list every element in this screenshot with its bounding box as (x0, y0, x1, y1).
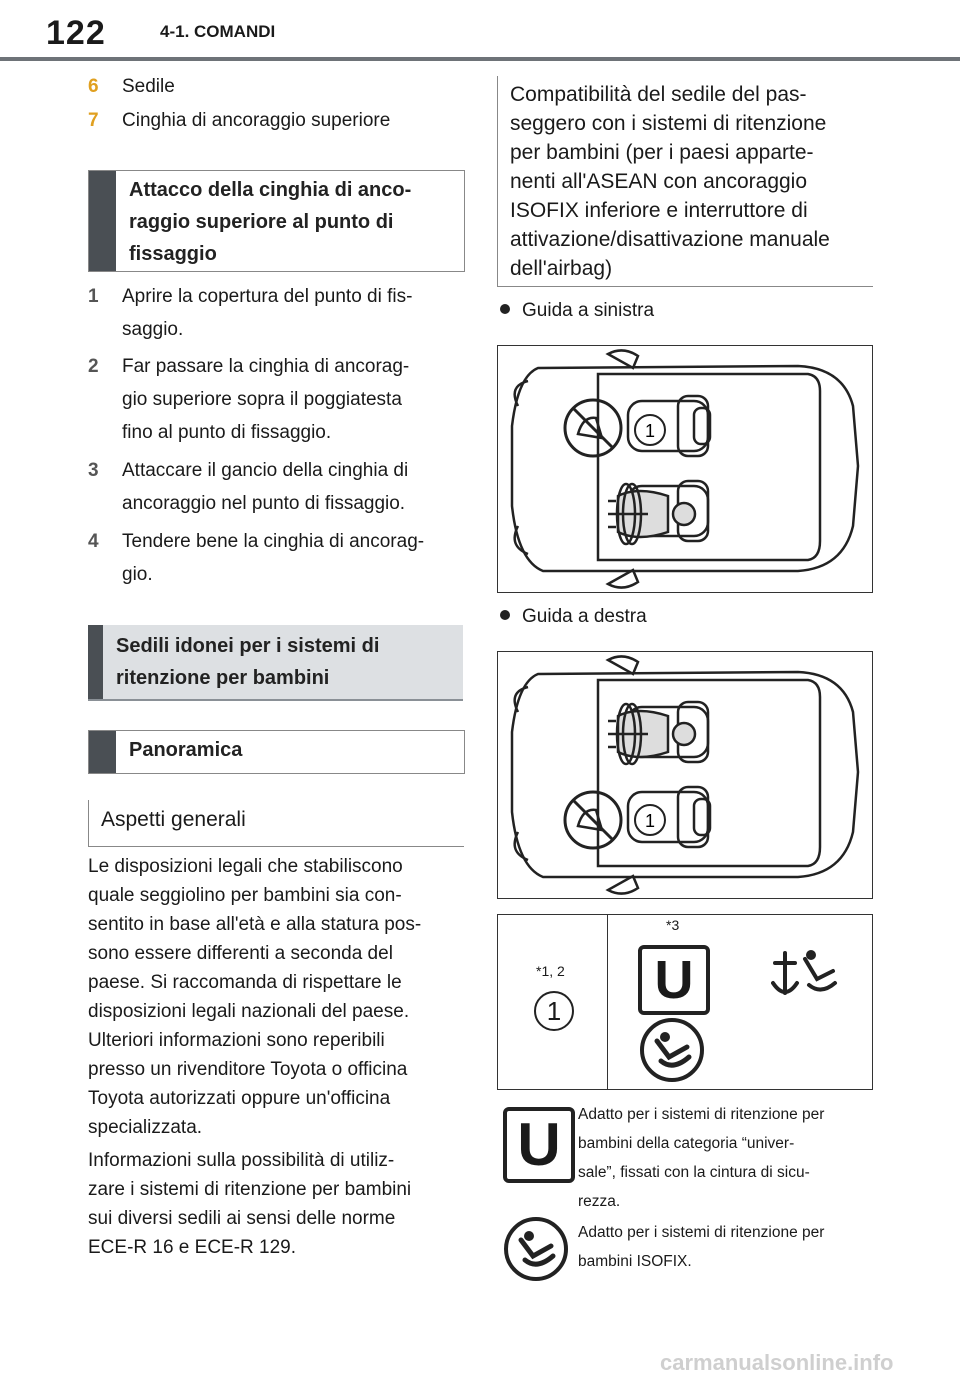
heading-bar (89, 731, 116, 773)
seat-number: 1 (644, 421, 656, 441)
car-top-view-illustration (498, 652, 872, 898)
item-number: 7 (88, 110, 99, 131)
list-item (88, 70, 468, 103)
bullet-text: Guida a destra (522, 606, 647, 627)
car-diagram-left-drive (497, 345, 873, 593)
universal-category-icon (638, 945, 710, 1015)
bullet-icon (500, 304, 510, 314)
heading-bar (88, 625, 103, 699)
seat-number: 1 (546, 996, 562, 1026)
panoramica-heading: Panoramica (129, 739, 243, 761)
universal-legend-icon (503, 1107, 575, 1183)
item-number: 6 (88, 76, 99, 97)
isofix-legend-icon (503, 1216, 569, 1287)
legend-universal-text: Adatto per i sistemi di ritenzione per bambini della categoria “univer- sale”, fissati con la cintura di sicu- rezza. (578, 1106, 825, 1210)
step-number: 1 (88, 286, 99, 307)
step-number: 4 (88, 531, 99, 552)
paragraph-2: Ulteriori informazioni sono reperibili presso un rivenditore Toyota o officina Toyota autorizzati oppure un'officina specializzata. (88, 1030, 408, 1138)
seat-number-badge (534, 991, 574, 1031)
heading-attach-box (88, 170, 465, 272)
compatibility-heading-box (497, 76, 873, 287)
car-diagram-right-drive (497, 651, 873, 899)
section-heading: Sedili idonei per i sistemi di ritenzione per bambini (116, 635, 380, 689)
compatibility-heading: Compatibilità del sedile del pas- seggero con i sistemi di ritenzione per bambini (per i paesi apparte- nenti all'ASEAN con ancoraggio ISOFIX inferiore e interruttore di attivazione/disattivazione manuale dell'airbag) (510, 83, 830, 280)
header-rule (0, 57, 960, 61)
aspetti-box (88, 800, 464, 847)
bullet-text: Guida a sinistra (522, 300, 655, 321)
step-2: 2 Far passare la cinghia di ancorag- gio superiore sopra il poggiatesta fino al punto di fissaggio. (88, 350, 468, 449)
aspetti-heading: Aspetti generali (101, 808, 246, 831)
step-4: 4 Tendere bene la cinghia di ancorag- gio. (88, 525, 468, 591)
item-text: Cinghia di ancoraggio superiore (122, 110, 391, 131)
step-1: 1 Aprire la copertura del punto di fis- saggio. (88, 280, 468, 346)
list-item (88, 104, 468, 137)
section-heading-box (88, 625, 463, 701)
table-divider (607, 915, 608, 1089)
bullet-icon (500, 610, 510, 620)
item-text: Sedile (122, 76, 175, 97)
car-top-view-illustration (498, 346, 872, 592)
heading-bar (89, 171, 116, 271)
step-3: 3 Attaccare il gancio della cinghia di ancoraggio nel punto di fissaggio. (88, 454, 468, 520)
anchor-seat-icon (771, 945, 841, 1010)
step-number: 2 (88, 356, 99, 377)
seat-number: 1 (644, 811, 656, 831)
watermark: carmanualsonline.info (660, 1350, 894, 1375)
isofix-icon (639, 1017, 705, 1088)
paragraph-1: Le disposizioni legali che stabiliscono quale seggiolino per bambini sia con- sentito in base all'età e alla statura pos- sono essere differenti a seconda del paese. Si raccomanda di rispettare le disposizioni legali nazionali del paese. (88, 856, 422, 1022)
legend-isofix-text: Adatto per i sistemi di ritenzione per bambini ISOFIX. (578, 1224, 825, 1270)
universal-letter: U (654, 950, 694, 1010)
universal-letter: U (517, 1111, 561, 1178)
page-number: 122 (46, 14, 106, 52)
chapter-title: 4-1. COMANDI (160, 22, 276, 41)
table-note-seat: *1, 2 (536, 963, 565, 979)
bullet-left-drive (500, 300, 654, 322)
compatibility-table (497, 914, 873, 1090)
bullet-right-drive (500, 606, 647, 628)
step-number: 3 (88, 460, 99, 481)
heading-attach: Attacco della cinghia di anco- raggio superiore al punto di fissaggio (129, 179, 412, 265)
panoramica-box (88, 730, 465, 774)
table-note-category: *3 (666, 917, 680, 933)
paragraph-3: Informazioni sulla possibilità di utiliz- zare i sistemi di ritenzione per bambini sui diversi sedili ai sensi delle norme ECE-R 16 e ECE-R 129. (88, 1150, 412, 1258)
